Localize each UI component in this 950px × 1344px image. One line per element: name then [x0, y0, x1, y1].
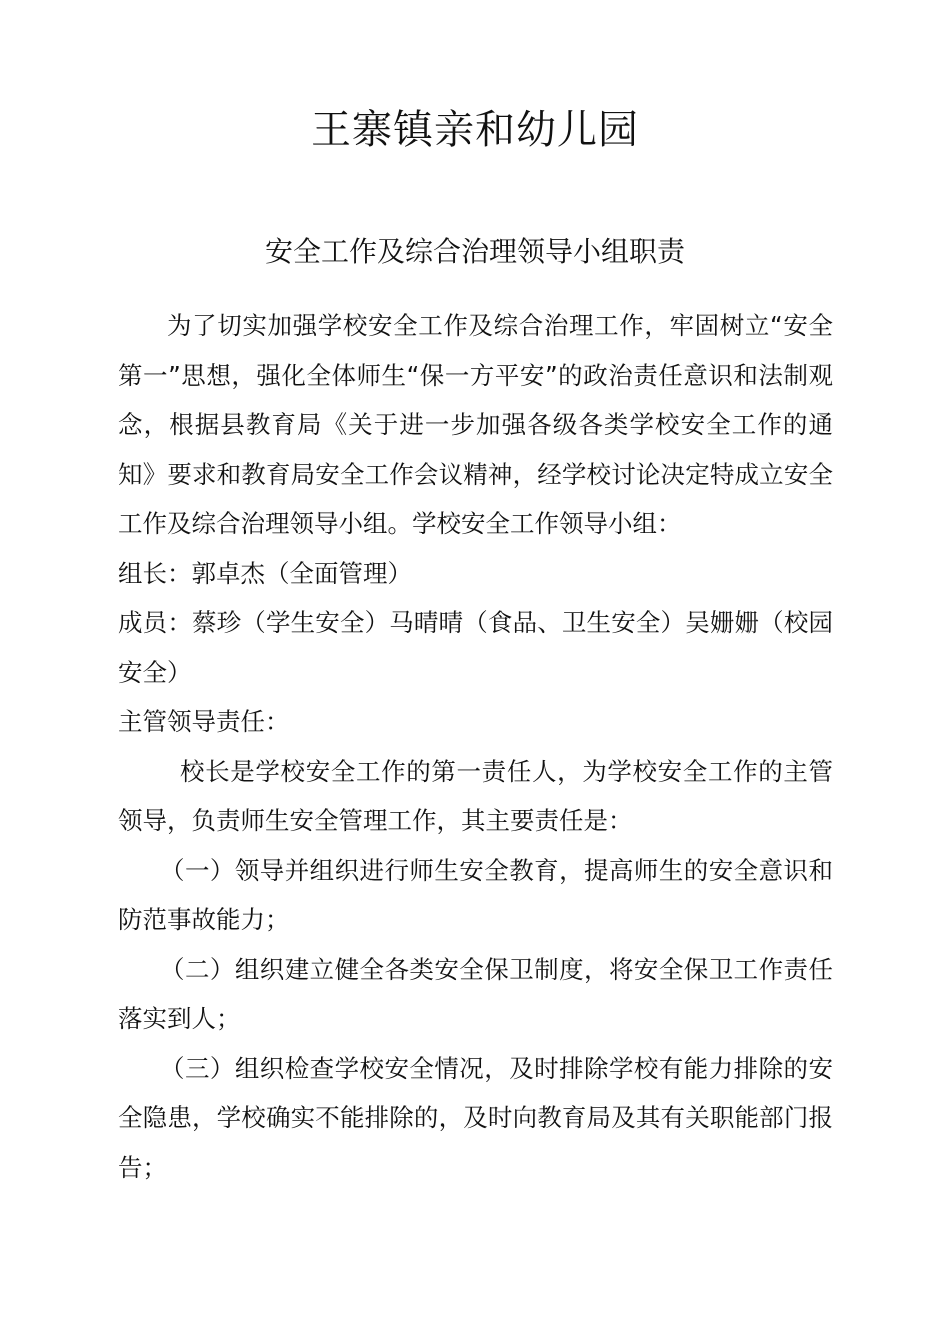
document-subtitle: 安全工作及综合治理领导小组职责 [264, 235, 685, 268]
duty-item-2: （二）组织建立健全各类安全保卫制度，将安全保卫工作责任落实到人； [118, 954, 833, 1033]
leader-line: 组长：郭卓杰（全面管理） [118, 558, 412, 588]
duty-item-1: （一）领导并组织进行师生安全教育，提高师生的安全意识和防范事故能力； [118, 855, 833, 934]
members-line: 成员：蔡珍（学生安全）马晴晴（食品、卫生安全）吴姗姗（校园安全） [118, 608, 833, 687]
document-body [118, 301, 833, 1192]
intro-paragraph: 为了切实加强学校安全工作及综合治理工作，牢固树立“安全第一”思想，强化全体师生“保一方平安”的政治责任意识和法制观念，根据县教育局《关于进一步加强各级各类学校安全工作的通知》要求和教育局安全工作会议精神，经学校讨论决定特成立安全工作及综合治理领导小组。学校安全工作领导小组： [118, 311, 833, 538]
responsibility-heading: 主管领导责任： [118, 707, 290, 736]
duty-item-3: （三）组织检查学校安全情况，及时排除学校有能力排除的安全隐患，学校确实不能排除的，及时向教育局及其有关职能部门报告； [118, 1053, 833, 1182]
document-title: 王寨镇亲和幼儿园 [311, 107, 639, 153]
principal-duty-paragraph: 校长是学校安全工作的第一责任人，为学校安全工作的主管领导，负责师生安全管理工作，其主要责任是： [118, 756, 833, 835]
